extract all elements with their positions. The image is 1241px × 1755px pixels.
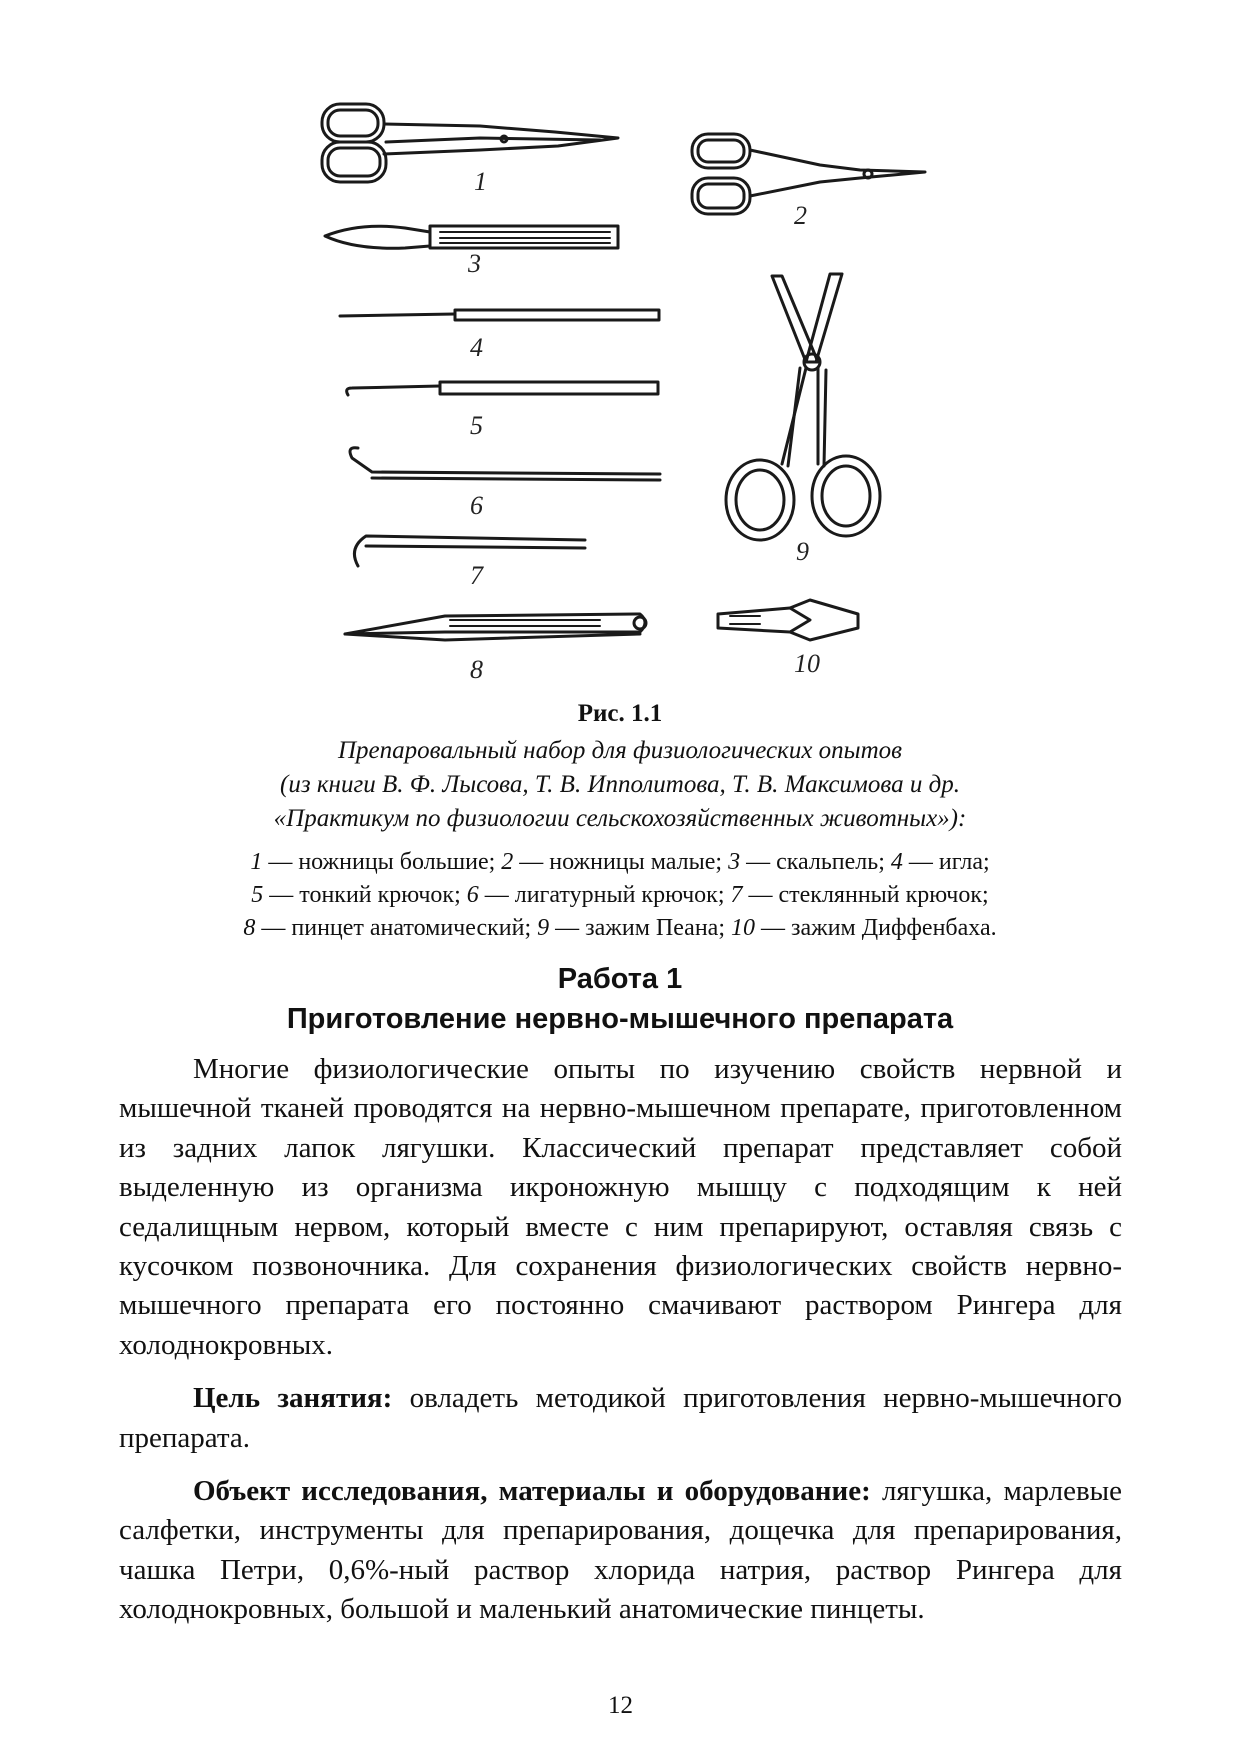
legend-line: 1 — ножницы большие; 2 — ножницы малые; 3 — скальпель; 4 — игла; [250,849,990,875]
pean-clamp-drawing [726,274,880,540]
instruments-figure [0,0,1241,690]
fig-label-9: 9 [796,537,809,566]
small-scissors-drawing [692,134,925,214]
fig-label-1: 1 [474,167,487,196]
figure-title: Рис. 1.1 [577,700,663,727]
object-paragraph [119,1472,1122,1630]
work-title: Приготовление нервно-мышечного препарата [286,1003,954,1035]
fig-label-7: 7 [470,561,483,590]
dieffenbach-clamp-drawing [718,600,858,640]
ligature-hook-drawing [350,448,660,480]
fig-label-10: 10 [794,649,820,678]
legend-line: 8 — пинцет анатомический; 9 — зажим Пеана; 10 — зажим Диффенбаха. [243,915,997,941]
legend-line: 5 — тонкий крючок; 6 — лигатурный крючок; 7 — стеклянный крючок; [251,882,989,908]
body-text [119,1050,1122,1630]
anatomical-tweezers-drawing [345,614,646,640]
fig-label-3: 3 [468,249,481,278]
goal-label: Цель занятия: [193,1382,393,1415]
fig-label-5: 5 [470,411,483,440]
object-text: лягушка, марлевые салфетки, инструменты для препарирования, дощечка для препарирования, чашка Петри, 0,6%-ный раствор хлорида натрия, раствор Рингера для холоднокровных, большой и маленький анатомические пинцеты. [119,1475,1122,1626]
large-scissors-drawing [322,104,618,182]
goal-paragraph [119,1379,1122,1458]
figure-description-line: (из книги В. Ф. Лысова, Т. В. Ипполитова, Т. В. Максимова и др. [280,771,960,798]
scalpel-drawing [325,226,618,248]
figure-description-line: «Практикум по физиологии сельскохозяйственных животных»): [273,805,967,832]
needle-drawing [340,310,659,320]
work-number: Работа 1 [557,963,683,995]
figure-description [120,734,1120,836]
object-label: Объект исследования, материалы и оборудование: [193,1475,871,1508]
page-number: 12 [608,1692,633,1719]
fig-label-6: 6 [470,491,483,520]
figure-description-line: Препаровальный набор для физиологических опытов [337,737,902,764]
fig-label-8: 8 [470,655,483,684]
fig-label-2: 2 [794,201,807,230]
goal-text: овладеть методикой приготовления нервно-мышечного препарата. [119,1382,1123,1454]
fig-label-4: 4 [470,333,483,362]
thin-hook-drawing [347,382,658,395]
intro-paragraph: Многие физиологические опыты по изучению свойств нервной и мышечной тканей проводятся на нервно-мышечном препарате, приготовленном из задних лапок лягушки. Классический препарат представляет собой выделенную из организма икроножную мышцу с подходящим к ней седалищным нервом, который вместе с ним препарируют, оставляя связь с кусочком позвоночника. Для сохранения физиологических свойств нервно-мышечного препарата его постоянно смачивают раствором Рингера для холоднокровных. [119,1053,1122,1361]
figure-legend [120,846,1120,945]
